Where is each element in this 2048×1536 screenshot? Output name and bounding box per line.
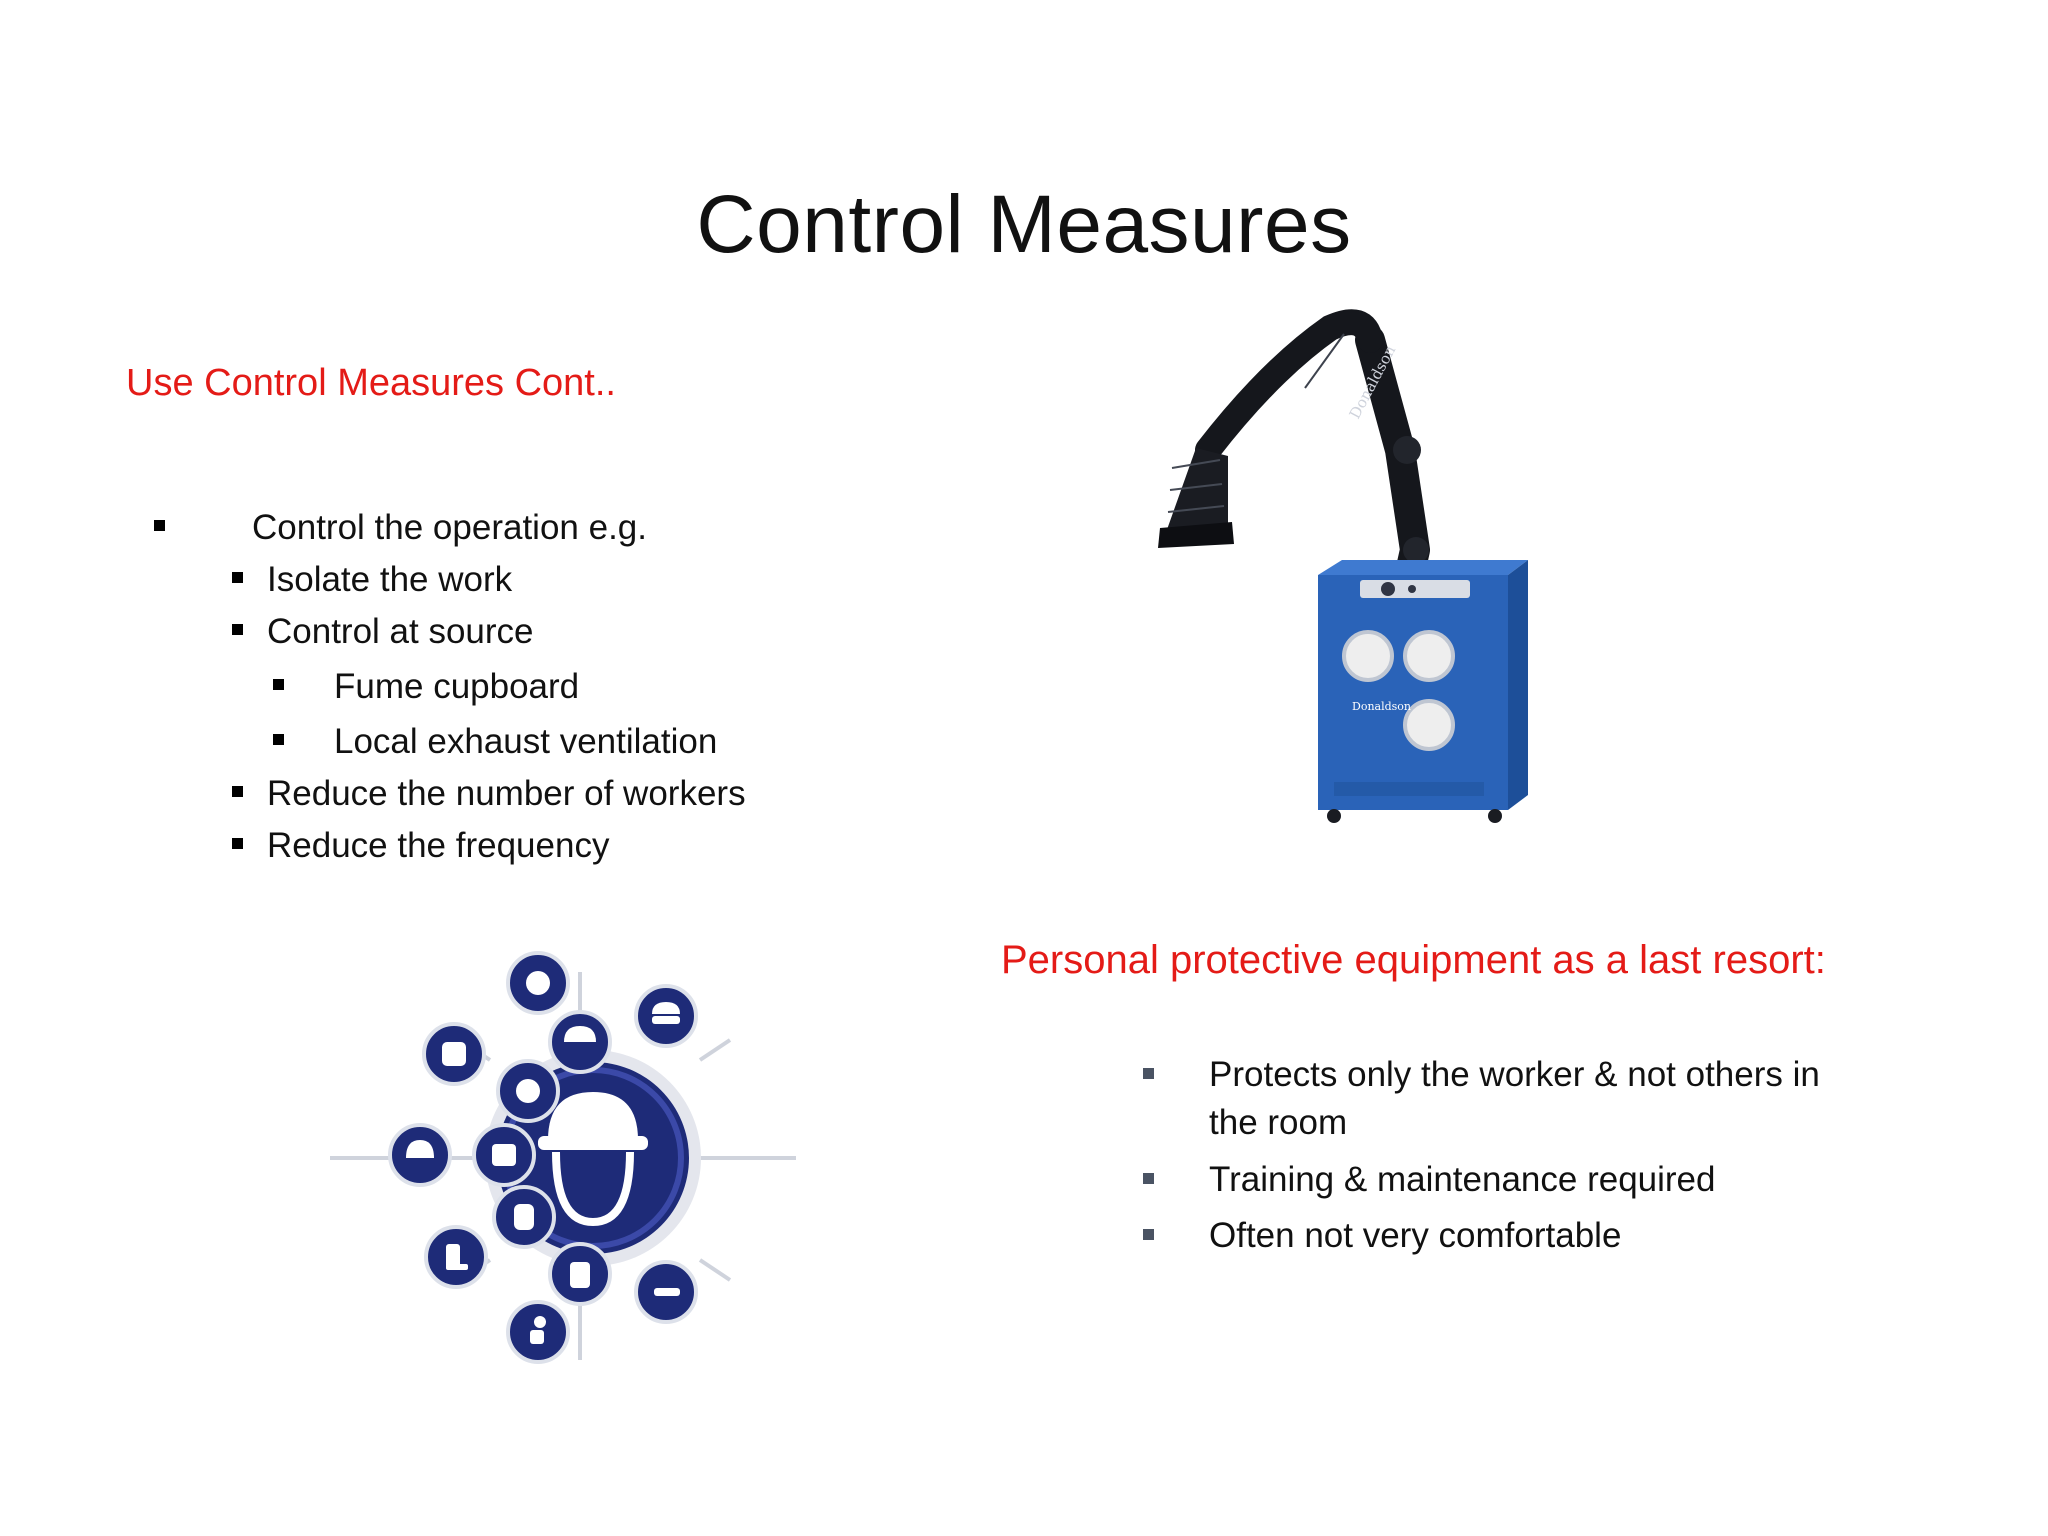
bullet-isolate-work: Isolate the work <box>267 560 513 599</box>
bullet-marker <box>1143 1068 1154 1079</box>
left-heading: Use Control Measures Cont.. <box>126 362 616 404</box>
bullet-marker <box>1143 1173 1154 1184</box>
fume-extractor-illustration <box>1120 300 1540 840</box>
bullet-reduce-frequency: Reduce the frequency <box>267 826 610 865</box>
bullet-marker <box>232 572 243 583</box>
bullet-marker <box>232 624 243 635</box>
bullet-training: Training & maintenance required <box>1209 1160 1716 1199</box>
bullet-fume-cupboard: Fume cupboard <box>334 667 580 706</box>
bullet-marker <box>232 786 243 797</box>
bullet-marker <box>273 734 284 745</box>
right-heading: Personal protective equipment as a last resort: <box>1001 938 1826 982</box>
slide-title: Control Measures <box>696 179 1352 270</box>
bullet-marker <box>232 838 243 849</box>
svg-text:Donaldson: Donaldson <box>1345 342 1400 422</box>
ppe-icons-cluster <box>330 930 810 1370</box>
svg-text:Donaldson: Donaldson <box>1352 700 1411 713</box>
bullet-marker <box>273 679 284 690</box>
bullet-marker <box>1143 1229 1154 1240</box>
bullet-protects-only: Protects only the worker & not others in <box>1209 1055 1820 1094</box>
bullet-protects-only-cont: the room <box>1209 1103 1348 1142</box>
bullet-comfort: Often not very comfortable <box>1209 1216 1622 1255</box>
bullet-marker <box>154 520 165 531</box>
bullet-control-operation: Control the operation e.g. <box>252 508 647 547</box>
bullet-local-exhaust: Local exhaust ventilation <box>334 722 718 761</box>
bullet-control-source: Control at source <box>267 612 534 651</box>
bullet-reduce-workers: Reduce the number of workers <box>267 774 746 813</box>
